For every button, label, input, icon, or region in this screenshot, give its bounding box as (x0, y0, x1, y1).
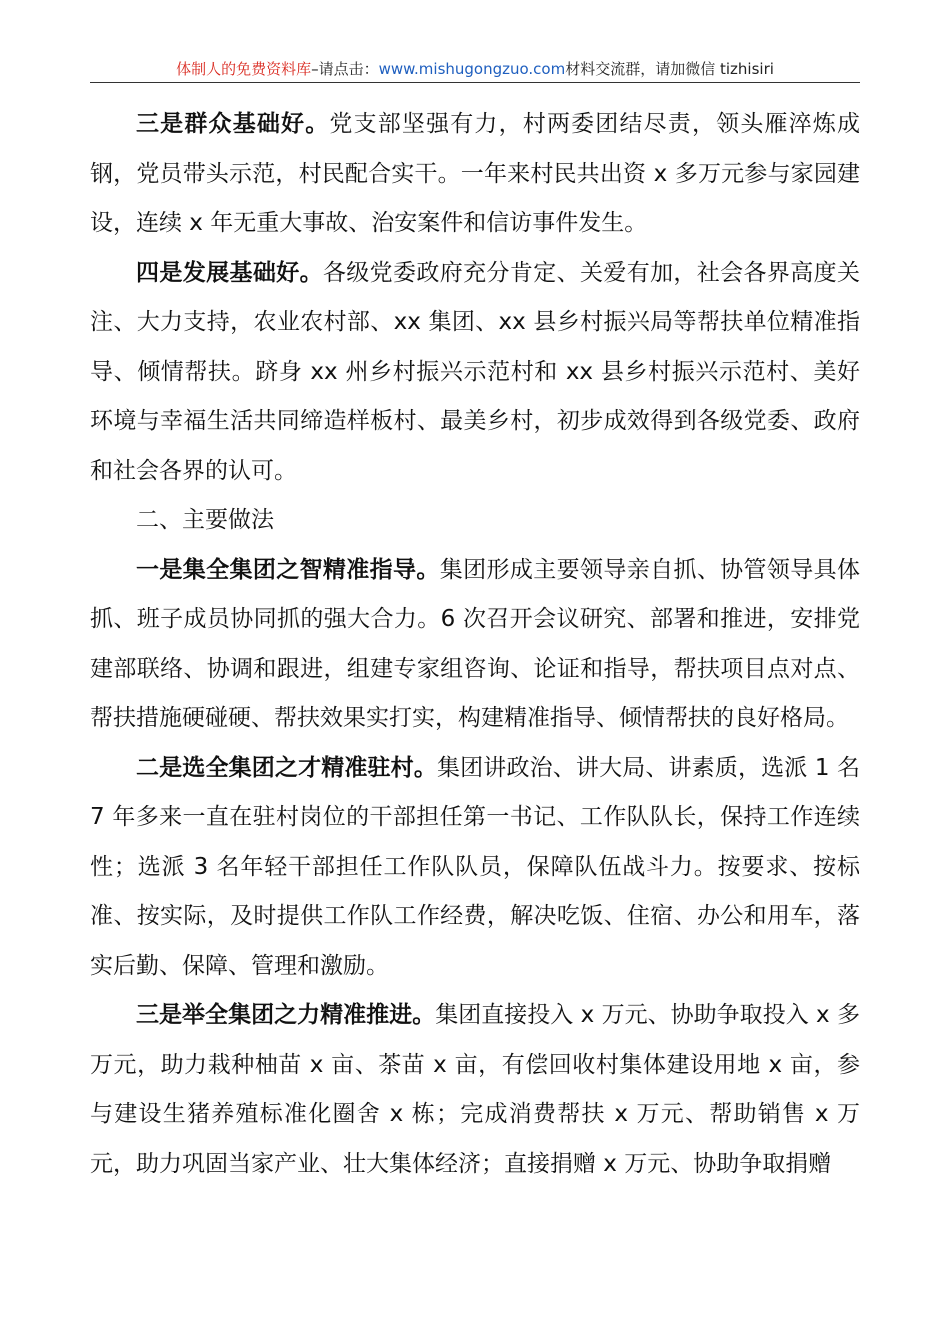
section-heading-main-practices: 二、主要做法 (136, 507, 274, 533)
header-prompt: –请点击： (311, 60, 379, 78)
header-site-name: 体制人的免费资料库 (176, 60, 312, 78)
paragraph-text: 集团讲政治、讲大局、讲素质，选派 1 名 7 年多来一直在驻村岗位的干部担任第一书记、工作队队长，保持工作连续性；选派 3 名年轻干部担任工作队队员，保障队伍战斗力。按要求、按标准、按实际，及时提供工作队工作经费，解决吃饭、住宿、办公和用车，落实后勤、保障、管理和激励。 (90, 754, 861, 979)
paragraph-lead: 一是集全集团之智精准指导。 (136, 556, 440, 583)
paragraph-development-foundation (90, 249, 860, 497)
paragraph-promotion (90, 991, 860, 1189)
paragraph-text: 党支部坚强有力，村两委团结尽责，领头雁淬炼成钢，党员带头示范，村民配合实干。一年来村民共出资 x 多万元参与家园建设，连续 x 年无重大事故、治安案件和信访事件发生。 (90, 111, 861, 236)
header-note: 材料交流群，请加微信 tizhisiri (565, 60, 774, 78)
paragraph-village-staff (90, 744, 860, 992)
paragraph-lead: 四是发展基础好。 (136, 259, 323, 286)
paragraph-text: 集团直接投入 x 万元、协助争取投入 x 多万元，助力栽种柚苗 x 亩、茶苗 x 亩，有偿回收村集体建设用地 x 亩，参与建设生猪养殖标准化圈舍 x 栋；完成消费帮扶 x 万元、帮助销售 x 万元，助力巩固当家产业、壮大集体经济；直接捐赠 x 万元、协助争取捐赠 (90, 1002, 861, 1177)
document-body (90, 100, 860, 1189)
page-header (90, 56, 860, 82)
paragraph-lead: 三是群众基础好。 (136, 111, 330, 137)
paragraph-text: 集团形成主要领导亲自抓、协管领导具体抓、班子成员协同抓的强大合力。6 次召开会议研究、部署和推进，安排党建部联络、协调和跟进，组建专家组咨询、论证和指导，帮扶项目点对点、帮扶措施硬碰硬、帮扶效果实打实，构建精准指导、倾情帮扶的良好格局。 (90, 556, 861, 731)
paragraph-text: 各级党委政府充分肯定、关爱有加，社会各界高度关注、大力支持，农业农村部、xx 集团、xx 县乡村振兴局等帮扶单位精准指导、倾情帮扶。跻身 xx 州乡村振兴示范村和 xx 县乡村振兴示范村、美好环境与幸福生活共同缔造样板村、最美乡村，初步成效得到各级党委、政府和社会各界的认可。 (90, 259, 861, 484)
header-url-link[interactable]: www.mishugongzuo.com (378, 60, 566, 78)
paragraph-lead: 三是举全集团之力精准推进。 (136, 1002, 436, 1028)
paragraph-lead: 二是选全集团之才精准驻村。 (136, 754, 437, 781)
header-divider (90, 82, 860, 83)
paragraph-mass-foundation (90, 100, 860, 249)
paragraph-guidance (90, 546, 860, 744)
